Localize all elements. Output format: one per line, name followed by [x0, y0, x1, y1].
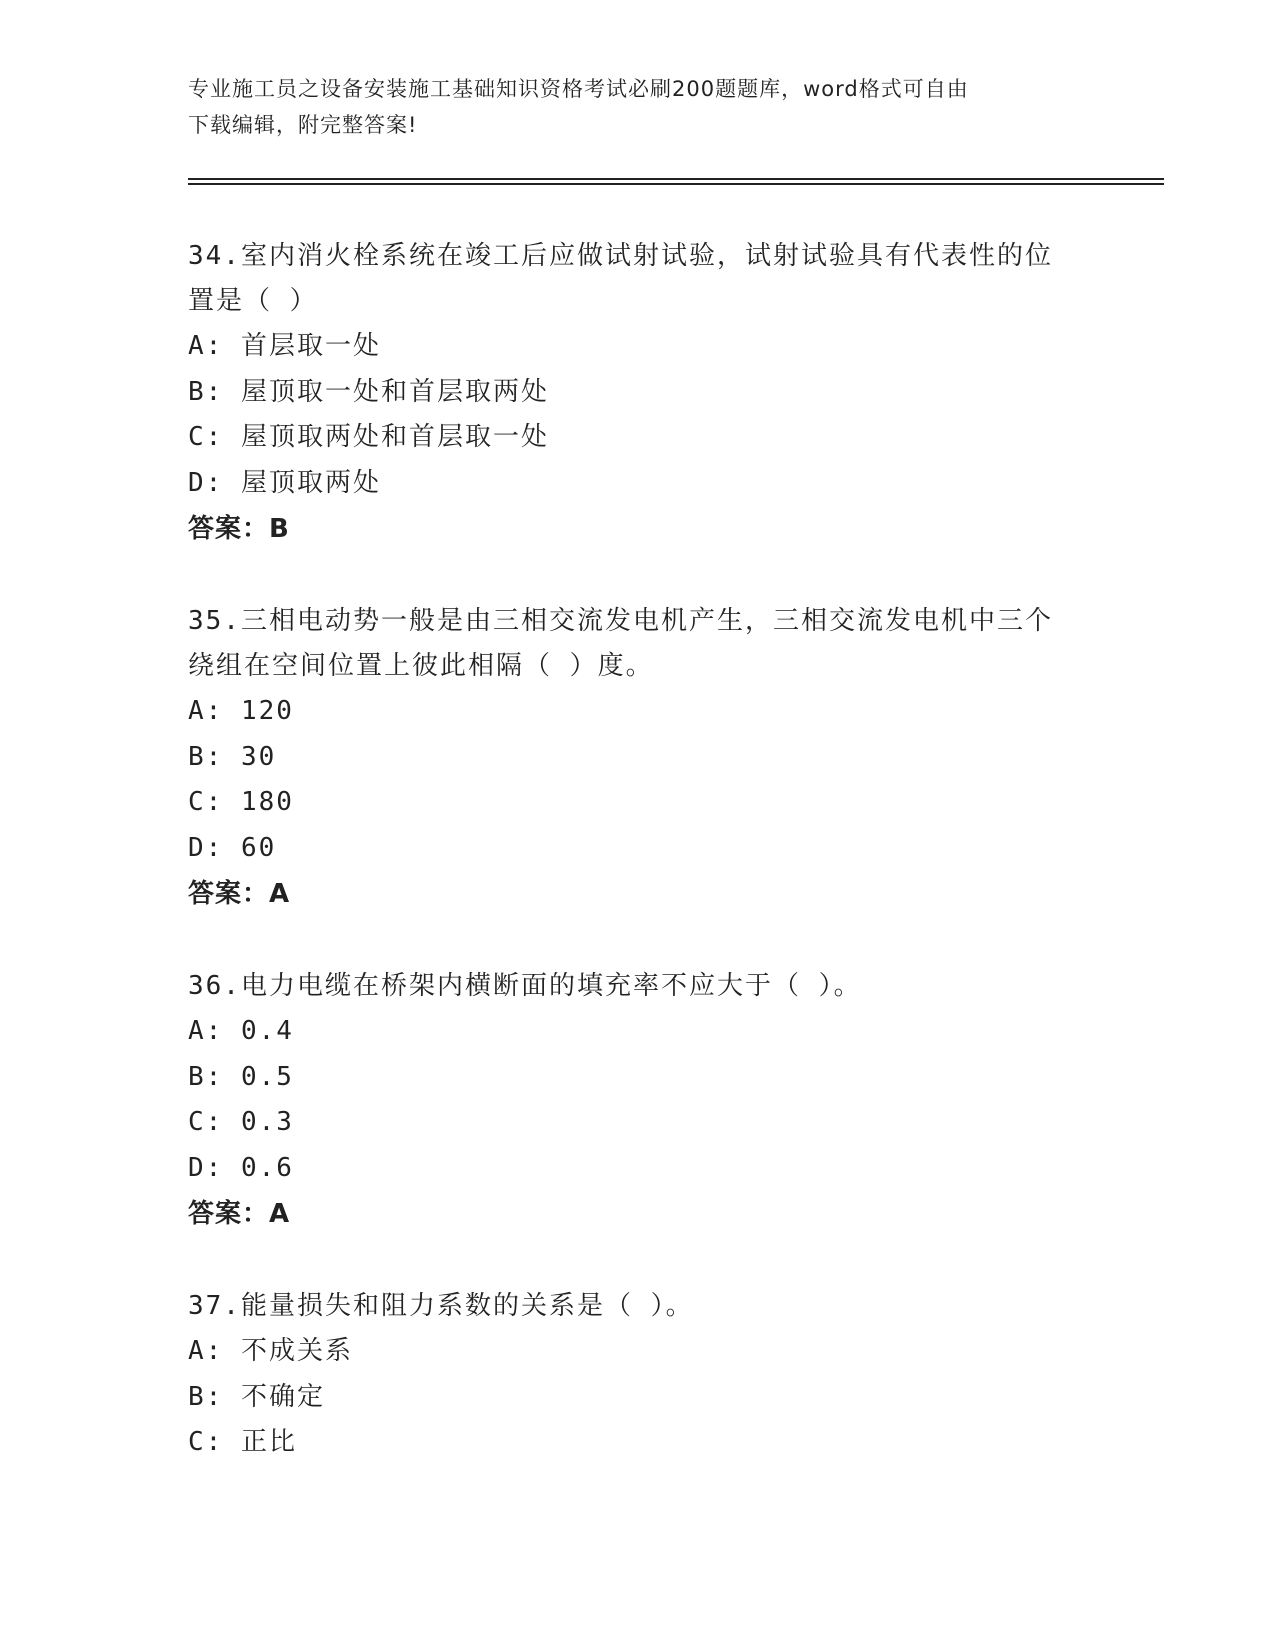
option-d: D: 屋顶取两处 [188, 467, 381, 498]
option-a: A: 首层取一处 [188, 331, 381, 361]
question-text-line-1: 34.室内消火栓系统在竣工后应做试射试验，试射试验具有代表性的位 [188, 241, 1053, 271]
option-b: B: 不确定 [188, 1381, 325, 1412]
question-text-line-2: 绕组在空间位置上彼此相隔（ ）度。 [188, 651, 654, 681]
question-36 [188, 964, 1088, 1237]
question-text-line-1: 35.三相电动势一般是由三相交流发电机产生，三相交流发电机中三个 [188, 606, 1053, 636]
answer-label: 答案：A [188, 1199, 291, 1229]
question-37 [188, 1284, 1088, 1466]
option-c: C: 0.3 [188, 1107, 294, 1137]
option-c: C: 正比 [188, 1427, 297, 1457]
option-b: B: 30 [188, 741, 277, 772]
option-a: A: 不成关系 [188, 1336, 353, 1366]
question-34 [188, 234, 1088, 552]
header-divider-bottom [188, 183, 1164, 185]
answer-label: 答案：B [188, 514, 290, 544]
option-d: D: 60 [188, 832, 277, 863]
option-b: B: 屋顶取一处和首层取两处 [188, 376, 549, 407]
answer-label: 答案：A [188, 879, 291, 909]
option-a: A: 120 [188, 696, 294, 726]
header-line-2: 下载编辑，附完整答案! [188, 113, 418, 137]
header-line-1: 专业施工员之设备安装施工基础知识资格考试必刷200题题库，word格式可自由 [188, 77, 969, 101]
option-d: D: 0.6 [188, 1152, 294, 1183]
option-c: C: 屋顶取两处和首层取一处 [188, 422, 549, 452]
option-b: B: 0.5 [188, 1061, 294, 1092]
option-a: A: 0.4 [188, 1016, 294, 1046]
question-text-line-2: 置是（ ） [188, 286, 318, 316]
option-c: C: 180 [188, 787, 294, 817]
question-35 [188, 599, 1088, 917]
question-text-line-1: 37.能量损失和阻力系数的关系是（ ）。 [188, 1291, 694, 1321]
header-divider-top [188, 178, 1164, 180]
question-text-line-1: 36.电力电缆在桥架内横断面的填充率不应大于（ ）。 [188, 971, 862, 1001]
document-header [188, 71, 1068, 143]
